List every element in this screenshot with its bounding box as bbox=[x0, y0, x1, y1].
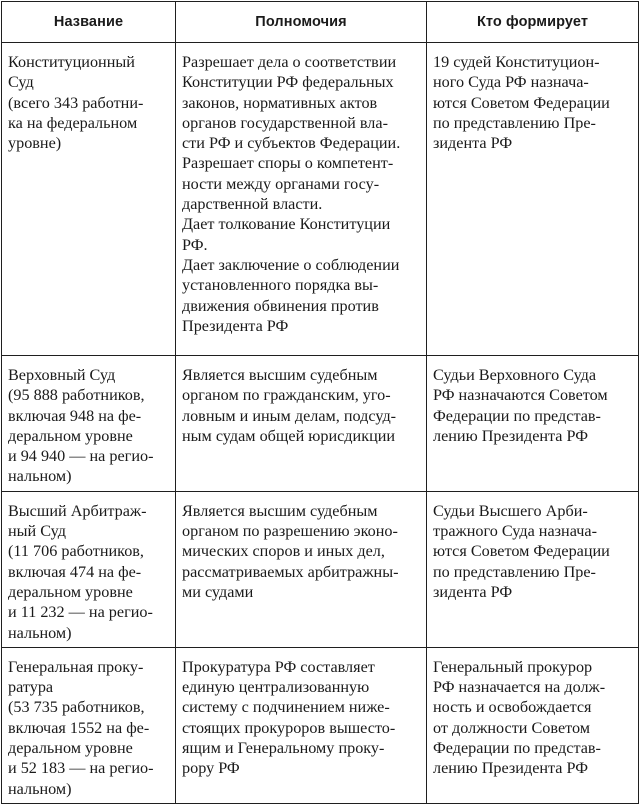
formed-by-text: Судьи Высшего Арби- тражного Суда назнача- ются Советом Федерации по представлению Пре- зидента РФ bbox=[433, 501, 610, 601]
cell-formed-by bbox=[427, 43, 639, 356]
cell-powers bbox=[176, 647, 427, 803]
cell-powers bbox=[176, 356, 427, 492]
cell-name bbox=[2, 647, 176, 803]
name-text: Конституционный Суд (всего 343 работни- ка на федеральном уровне) bbox=[8, 53, 144, 153]
formed-by-text: 19 судей Конституцион- ного Суда РФ назнача- ются Советом Федерации по представлению Пре- зидента РФ bbox=[433, 53, 610, 153]
formed-by-text: Генеральный прокурор РФ назначается на долж- ность и освобождается от должности Советом Федерации по представ- лению Президента РФ bbox=[433, 657, 606, 778]
cell-name bbox=[2, 491, 176, 647]
table-row bbox=[2, 356, 639, 492]
header-row bbox=[2, 2, 639, 43]
table-row bbox=[2, 491, 639, 647]
courts-table bbox=[1, 1, 639, 804]
powers-text: Разрешает дела о соответствии Конституции РФ федеральных законов, нормативных актов органов государственной вла- сти РФ и субъектов Федерации. Разрешает споры о компетент- ности между органами госу- дарственной власти. Дает толкование Конституции РФ. Дает заключение о соблюдении установленного порядка вы- движения обвинения против Президента РФ bbox=[182, 53, 401, 335]
table-row bbox=[2, 43, 639, 356]
name-text: Высший Арбитраж- ный Суд (11 706 работников, включая 474 на фе- деральном уровне и 11 232 — на регио- нальном) bbox=[8, 501, 153, 642]
powers-text: Прокуратура РФ составляет единую централизованную систему с подчинением ниже- стоящих прокуроров вышесто- ящим и Генеральному проку- рору РФ bbox=[182, 657, 396, 778]
powers-text: Является высшим судебным органом по разрешению эконо- мических споров и иных дел, рассматриваемых арбитражны- ми судами bbox=[182, 501, 399, 601]
cell-powers bbox=[176, 43, 427, 356]
cell-name bbox=[2, 356, 176, 492]
cell-powers bbox=[176, 491, 427, 647]
header-name: Название bbox=[2, 2, 176, 43]
cell-formed-by bbox=[427, 356, 639, 492]
cell-formed-by bbox=[427, 491, 639, 647]
powers-text: Является высшим судебным органом по гражданским, уго- ловным и иным делам, подсуд- ным судам общей юрисдикции bbox=[182, 366, 397, 445]
name-text: Генеральная прoку- ратура (53 735 работников, включая 1552 на фе- деральном уровне и 52 183 — на регио- нальном) bbox=[8, 657, 154, 798]
formed-by-text: Судьи Верховного Суда РФ назначаются Советом Федерации по представ- лению Президента РФ bbox=[433, 366, 608, 445]
cell-name bbox=[2, 43, 176, 356]
table-row bbox=[2, 647, 639, 803]
header-powers: Полномочия bbox=[176, 2, 427, 43]
header-formed-by: Кто формирует bbox=[427, 2, 639, 43]
name-text: Верховный Суд (95 888 работников, включая 948 на фе- деральном уровне и 94 940 — на регио- нальном) bbox=[8, 366, 154, 486]
cell-formed-by bbox=[427, 647, 639, 803]
